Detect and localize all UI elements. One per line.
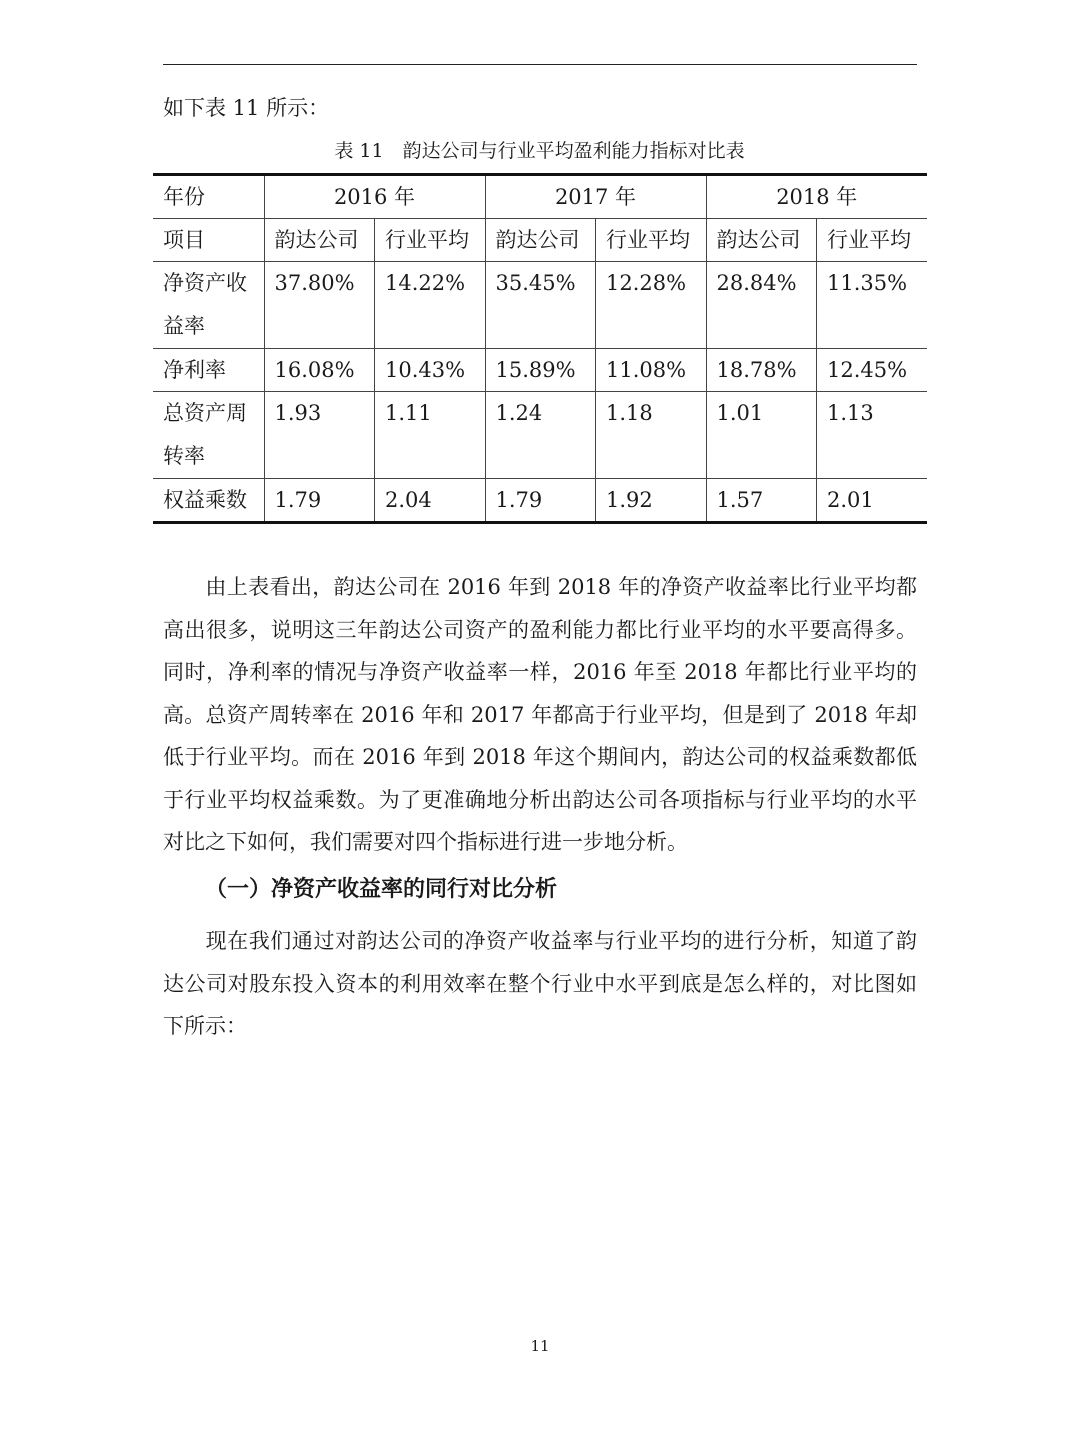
table-header-row	[153, 175, 927, 219]
row-label: 总资产周转率	[153, 392, 264, 479]
subheader-cell: 韵达公司	[264, 219, 375, 262]
table-cell: 28.84%	[706, 262, 817, 349]
row-label: 权益乘数	[153, 479, 264, 523]
section-heading: （一）净资产收益率的同行对比分析	[205, 877, 558, 902]
intro-text: 如下表 11 所示：	[163, 96, 330, 120]
header-year-label: 年份	[153, 175, 264, 219]
table-caption: 表 11 韵达公司与行业平均盈利能力指标对比表	[334, 140, 745, 162]
roe-intro-paragraph-text: 现在我们通过对韵达公司的净资产收益率与行业平均的进行分析，知道了韵达公司对股东投入资本的利用效率在整个行业中水平到底是怎么样的，对比图如下所示：	[163, 929, 917, 1038]
table-cell: 1.24	[485, 392, 596, 479]
table-cell: 1.13	[817, 392, 928, 479]
subheader-cell: 韵达公司	[485, 219, 596, 262]
table-cell: 11.35%	[817, 262, 928, 349]
table-cell: 1.79	[264, 479, 375, 523]
table-subheader-row	[153, 219, 927, 262]
table-cell: 35.45%	[485, 262, 596, 349]
table-cell: 10.43%	[375, 349, 486, 392]
table-cell: 1.01	[706, 392, 817, 479]
table-cell: 1.79	[485, 479, 596, 523]
analysis-paragraph	[163, 566, 917, 864]
table-row	[153, 262, 927, 349]
table-cell: 37.80%	[264, 262, 375, 349]
subheader-cell: 行业平均	[817, 219, 928, 262]
table-cell: 1.11	[375, 392, 486, 479]
table-row	[153, 392, 927, 479]
header-item-label: 项目	[153, 219, 264, 262]
table-cell: 15.89%	[485, 349, 596, 392]
table-cell: 18.78%	[706, 349, 817, 392]
subheader-cell: 行业平均	[596, 219, 707, 262]
table-cell: 1.93	[264, 392, 375, 479]
table-cell: 1.57	[706, 479, 817, 523]
table-row	[153, 479, 927, 523]
table-cell: 12.28%	[596, 262, 707, 349]
row-label: 净利率	[153, 349, 264, 392]
subheader-cell: 韵达公司	[706, 219, 817, 262]
roe-intro-paragraph	[163, 920, 917, 1048]
table-cell: 1.18	[596, 392, 707, 479]
year-2017-header: 2017 年	[485, 175, 706, 219]
header-rule	[163, 64, 917, 65]
table-cell: 16.08%	[264, 349, 375, 392]
year-2016-header: 2016 年	[264, 175, 485, 219]
profitability-comparison-table	[153, 173, 927, 524]
table-cell: 14.22%	[375, 262, 486, 349]
table-cell: 1.92	[596, 479, 707, 523]
year-2018-header: 2018 年	[706, 175, 927, 219]
page-number: 11	[530, 1337, 550, 1355]
row-label: 净资产收益率	[153, 262, 264, 349]
table-cell: 11.08%	[596, 349, 707, 392]
table-cell: 2.01	[817, 479, 928, 523]
table-row	[153, 349, 927, 392]
subheader-cell: 行业平均	[375, 219, 486, 262]
table-cell: 2.04	[375, 479, 486, 523]
analysis-paragraph-text: 由上表看出，韵达公司在 2016 年到 2018 年的净资产收益率比行业平均都高出很多，说明这三年韵达公司资产的盈利能力都比行业平均的水平要高得多。同时，净利率的情况与净资产收益率一样，2016 年至 2018 年都比行业平均的高。总资产周转率在 2016 年和 2017 年都高于行业平均，但是到了 2018 年却低于行业平均。而在 2016 年到 2018 年这个期间内，韵达公司的权益乘数都低于行业平均权益乘数。为了更准确地分析出韵达公司各项指标与行业平均的水平对比之下如何，我们需要对四个指标进行进一步地分析。	[163, 575, 917, 854]
table-cell: 12.45%	[817, 349, 928, 392]
